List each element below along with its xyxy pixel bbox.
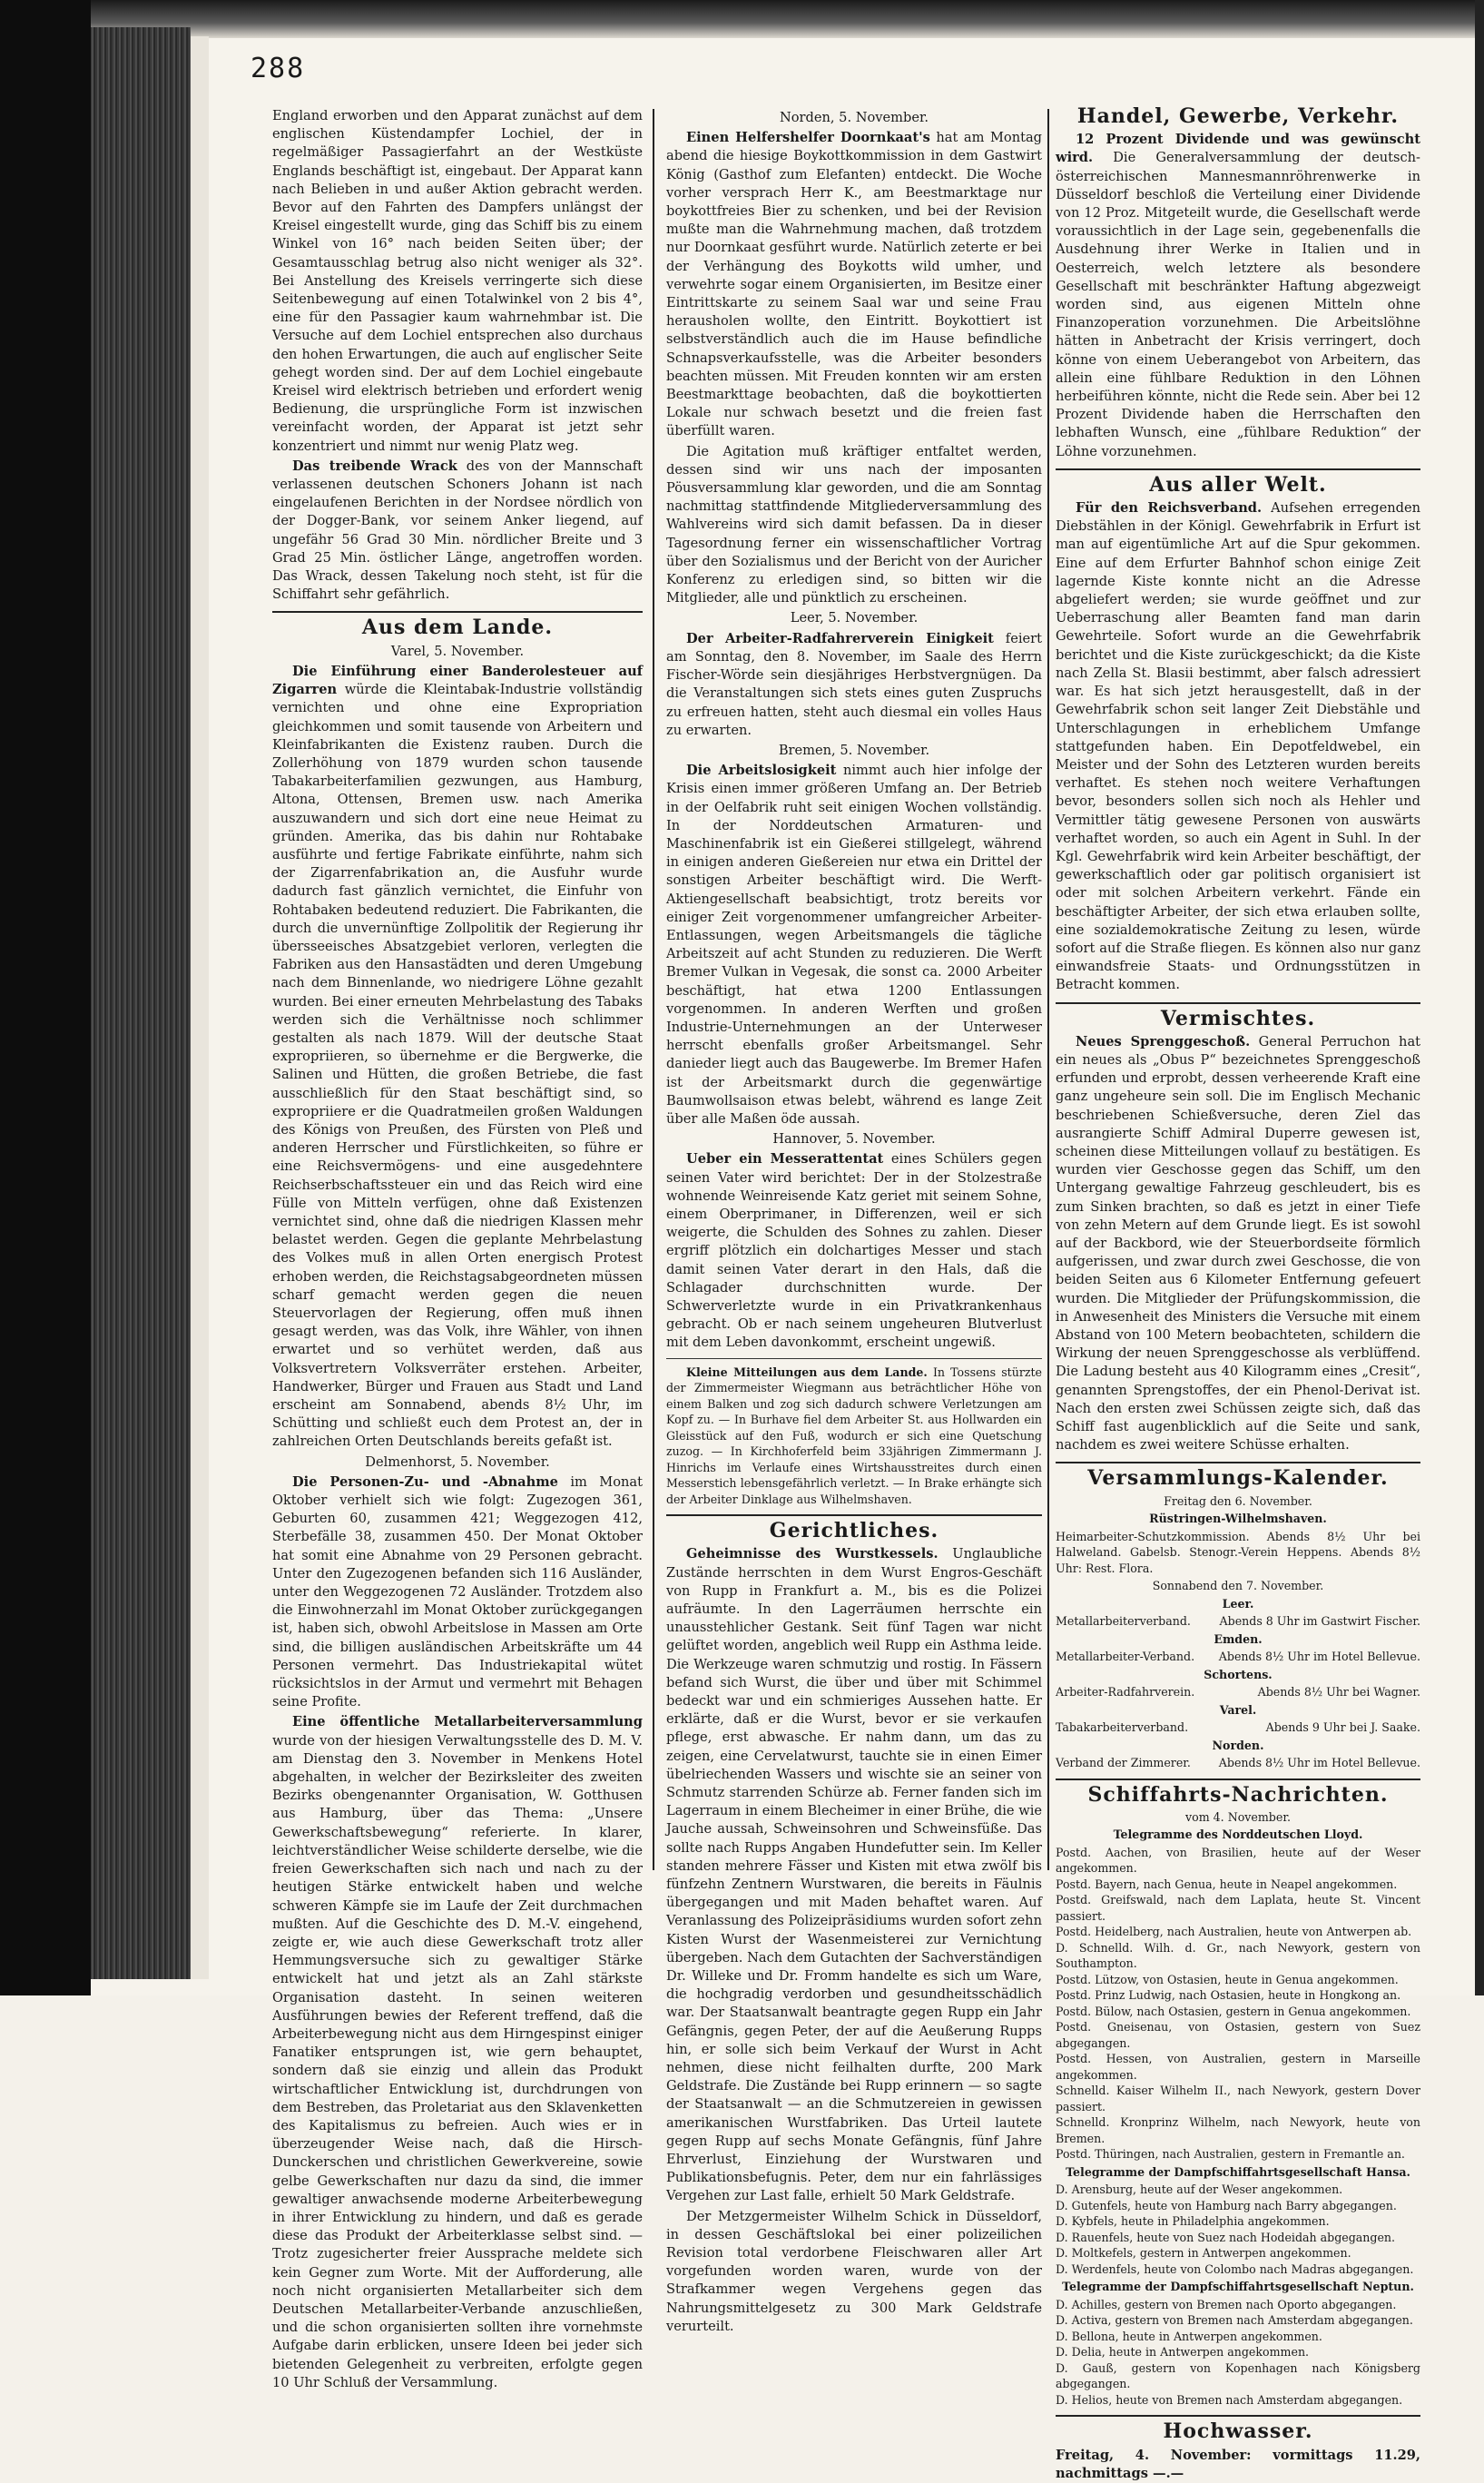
cal-entry <box>1056 1649 1420 1665</box>
section-divider <box>1056 1002 1420 1004</box>
article-wrack-body: des von der Mannschaft verlassenen deutschen Schoners Johann ist nach eingelaufenen Berichten in der Nordsee nördlich von der Dogger-Bank, vor seinem Anker liegend, auf ungefähr 56 Grad 30 Min. nördlicher Breite und 3 Grad 25 Min. östlicher Länge, angetroffen worden. Das Wrack, dessen Takelung noch steht, ist für die Schiffahrt sehr gefährlich. <box>272 458 643 603</box>
cal-town-emden: Emden. <box>1214 1631 1263 1646</box>
article-sprenggeschoss-head: Neues Sprenggeschoß. <box>1076 1033 1251 1049</box>
column-rule-2 <box>1047 109 1049 1870</box>
article-banderolesteuer-head: Die Einführung einer Banderolesteuer auf Zigarren <box>272 663 643 698</box>
article-dividende-head: 12 Prozent Dividende und was gewünscht wird. <box>1056 132 1420 166</box>
dateline-bremen: Bremen, 5. November. <box>778 742 930 758</box>
shipping-line: D. Activa, gestern von Bremen nach Amsterdam abgegangen. <box>1056 2313 1413 2328</box>
article-kleine-head: Kleine Mitteilungen aus dem Lande. <box>686 1365 928 1379</box>
section-title-hochwasser: Hochwasser. <box>1163 2419 1313 2444</box>
article-metallarbeiter-body: wurde von der hiesigen Verwaltungsstelle des D. M. V. am Dienstag den 3. November in Menkens Hotel abgehalten, in welcher der Bezirksleiter des zweiten Bezirks obengenannter Organisation, W. Gotthusen aus Hamburg, über das Thema: „Unsere Gewerkschaftsbewegung“ referierte. In klarer, leichtverständlicher Weise schilderte derselbe, wie die freien Gewerkschaften sich nach und nach zu der heutigen Stärke entwickelt haben und welche schweren Kämpfe sie im Laufe der Zeit durchmachen mußten. Auf die Geschichte des D. M.-V. eingehend, zeigte er, wie auch diese Gewerkschaft trotz aller Hemmungsversuche sich zu gewaltiger Stärke entwickelt hat und jetzt als an Zahl stärkste Organisation dasteht. In seinen weiteren Ausführungen bewies der Referent treffend, daß die Arbeiterbewegung nicht aus dem Hirngespinst einiger Fanatiker entsprungen ist, wie gern behauptet, sondern daß sie einzig und allein das Produkt wirtschaftlicher Entwicklung ist, durchdrungen von dem Bestreben, das Proletariat aus den Sklavenketten des Kapitalismus zu befreien. Auch wies er in überzeugender Weise nach, daß die Hirsch-Dunckerschen und christlichen Gewerkvereine, sowie gelbe Gewerkschaften nur dazu da sind, die immer gewaltiger anwachsende moderne Arbeiterbewegung in ihrer Entwicklung zu hindern, und daß es gerade diese das Produkt der Arbeiterklasse selbst sind. — Trotz zugesicherter freier Aussprache meldete sich kein Gegner zum Worte. Mit der Aufforderung, alle noch nicht organisierten Metallarbeiter sich dem Deutschen Metallarbeiter-Verbande anzuschließen, und die schon organisierten sollten ihre vornehmste Aufgabe darin erblicken, unsere Ideen bei jeder sich bietenden Gelegenheit zu verbreiten, erfolgte gegen 10 Uhr Schluß der Versammlung. <box>272 1732 643 2390</box>
shipping-line: Postd. Gneisenau, von Ostasien, gestern von Suez abgegangen. <box>1056 2020 1420 2050</box>
shipping-line: D. Gutenfels, heute von Hamburg nach Barry abgegangen. <box>1056 2198 1397 2212</box>
shipping-line: D. Gauß, gestern von Kopenhagen nach Königsberg abgegangen. <box>1056 2360 1420 2391</box>
section-divider <box>1056 1462 1420 1463</box>
neptun-list <box>1056 2297 1420 2409</box>
shipping-line: D. Delia, heute in Antwerpen angekommen. <box>1056 2345 1310 2360</box>
section-divider <box>1056 468 1420 470</box>
article-reichsverband-body: Aufsehen erregenden Diebstählen in der Königl. Gewehrfabrik in Erfurt ist man auf eigentümliche Art auf die Spur gekommen. Eine auf dem Erfurter Bahnhof schon einige Zeit lagernde Kiste konnte nicht an die Adresse abgeliefert werden; sie wurde geöffnet und zur Ueberraschung aller Beamten fand man darin Gewehrteile. Sofort wurde an die Gewehrfabrik berichtet und die Kiste zurückgeschickt; da die Kiste nach Zella St. Blasii bestimmt, aber falsch adressiert war. Es hat sich jetzt herausgestellt, daß in der Gewehrfabrik schon seit langer Zeit Diebstähle und Unterschlagungen in erheblichem Umfange stattgefunden haben. Ein Depotfeldwebel, ein Meister und der Sohn des Letzteren wurden bereits verhaftet. Es stehen noch weitere Verhaftungen bevor, besonders sollen sich noch als Hehler und Vermittler tätig gewesene Personen von auswärts verhaftet worden, so auch ein Agent in Suhl. In der Kgl. Gewehrfabrik wird kein Arbeiter beschäftigt, der gewerkschaftlich oder gar politisch organisiert ist oder mit solchen Arbeitern verkehrt. Fände ein beschäftigter Arbeiter, der sich etwa erlauben sollte, eine sozialdemokratische Zeitung zu lesen, würde sofort auf die Straße fliegen. Es können also nur ganz einwandsfreie Staats- und Ordnungsstützen in Betracht kommen. <box>1056 500 1420 993</box>
column-2 <box>666 107 1042 2338</box>
hochwasser-text: Freitag, 4. November: vormittags 11.29, nachmittags —.— <box>1056 2447 1420 2481</box>
shipping-line: Schnelld. Kaiser Wilhelm II., nach Newyork, gestern Dover passiert. <box>1056 2084 1420 2114</box>
shipping-line: D. Bellona, heute in Antwerpen angekommen. <box>1056 2329 1322 2343</box>
article-banderolesteuer <box>272 663 643 1452</box>
section-divider <box>1056 2415 1420 2417</box>
cal-time: Abends 8½ Uhr im Hotel Bellevue. <box>1218 1650 1420 1664</box>
cal-entry <box>1056 1719 1420 1736</box>
article-messerattentat-head: Ueber ein Messerattentat <box>686 1151 884 1168</box>
article-doornkaat <box>666 129 1042 440</box>
column-3 <box>1056 104 1421 2483</box>
article-arbeitslosigkeit-head: Die Arbeitslosigkeit <box>686 763 837 779</box>
article-doornkaat-head: Einen Helfershelfer Doornkaat's <box>686 130 930 146</box>
article-messerattentat <box>666 1150 1042 1352</box>
section-divider <box>666 1514 1042 1516</box>
article-reichsverband-head: Für den Reichsverband. <box>1076 500 1263 517</box>
cal-time: Abends 8 Uhr im Gastwirt Fischer. <box>1219 1614 1420 1629</box>
shipping-date: vom 4. November. <box>1185 1809 1291 1824</box>
cal-org: Arbeiter-Radfahrverein. <box>1056 1685 1195 1700</box>
article-wurstkessel <box>666 1545 1042 2205</box>
article-wurstkessel-head: Geheimnisse des Wurstkessels. <box>686 1546 939 1562</box>
section-title-aus-dem-lande: Aus dem Lande. <box>361 616 554 640</box>
page-number: 288 <box>251 53 306 84</box>
article-messerattentat-body: eines Schülers gegen seinen Vater wird berichtet: Der in der Stolzestraße wohnende Weinreisende Katz geriet mit seinem Sohne, einem Oberprimaner, in Differenzen, weil er sich weigerte, die Schulden des Sohnes zu zahlen. Dieser ergriff plötzlich ein dolchartiges Messer und stach damit seinen Vater derart in den Hals, daß die Schlagader durchschnitten wurde. Der Schwerverletzte wurde in ein Privatkrankenhaus gebracht. Ob er nach seinem ungeheuren Blutverlust mit dem Leben davonkommt, erscheint ungewiß. <box>666 1151 1042 1351</box>
cal-town-schortens: Schortens. <box>1204 1667 1273 1681</box>
cal-day-friday: Freitag den 6. November. <box>1164 1493 1312 1508</box>
shipping-line: D. Rauenfels, heute von Suez nach Hodeidah abgegangen. <box>1056 2230 1396 2244</box>
book-page-edges <box>91 27 191 1979</box>
article-radfahrerverein-body: feiert am Sonntag, den 8. November, im Saale des Herrn Fischer-Wörde sein diesjähriges Herbstvergnügen. Da die Veranstaltungen sich stets eines guten Zuspruchs zu erfreuen hatten, steht auch diesmal ein volles Haus zu erwarten. <box>666 630 1042 738</box>
cal-town-varel: Varel. <box>1219 1702 1257 1717</box>
article-agitation: Die Agitation muß kräftiger entfaltet werden, dessen sind wir uns nach der imposanten Pöusversammlung klar geworden, und die am Sonntag nachmittag stattfindende Mitgliederversammlung des Wahlvereins wird sich damit befassen. Da in dieser Tagesordnung ferner ein wissenschaftlicher Vortrag über den Sozialismus und der Bericht von der Auricher Konferenz zu erledigen sind, so bitten wir die Mitglieder, alle und pünktlich zu erscheinen. <box>666 443 1042 606</box>
hansa-list <box>1056 2182 1420 2277</box>
dateline-leer: Leer, 5. November. <box>790 610 919 626</box>
cal-org: Tabakarbeiterverband. <box>1056 1720 1189 1735</box>
shipping-line: Postd. Hessen, von Australien, gestern in Marseille angekommen. <box>1056 2052 1420 2082</box>
column-rule-1 <box>653 109 654 1870</box>
shipping-line: D. Werdenfels, heute von Colombo nach Madras abgegangen. <box>1056 2261 1414 2276</box>
article-personen <box>272 1473 643 1712</box>
scan-right-border <box>1475 0 1484 1995</box>
shipping-line: Postd. Prinz Ludwig, nach Ostasien, heute in Hongkong an. <box>1056 1988 1401 2003</box>
article-metzgermeister: Der Metzgermeister Wilhelm Schick in Düsseldorf, in dessen Geschäftslokal bei einer polizeilichen Revision total verdorbene Fleischwaren aller Art vorgefunden worden waren, wurde von der Strafkammer wegen Vergehens gegen das Nahrungsmittelgesetz zu 300 Mark Geldstrafe verurteilt. <box>666 2208 1042 2334</box>
cal-time: Abends 8½ Uhr im Hotel Bellevue. <box>1218 1756 1420 1770</box>
column-1 <box>272 107 643 2394</box>
scan-left-border <box>0 0 91 1995</box>
scan-top-shadow <box>91 0 1484 38</box>
article-wurstkessel-body: Unglaubliche Zustände herrschten in dem Wurst Engros-Geschäft von Rupp in Frankfurt a. M., bis es die Polizei aufräumte. In den Lagerräumen herrschte ein unausstehlicher Gestank. Seit fünf Tagen war nicht gelüftet worden, angeblich weil Rupp ein Asthma leide. Die Werkzeuge waren schmutzig und rostig. In Fässern befand sich Wurst, die über und über mit Schimmel bedeckt war und ein schmieriges Aussehen hatte. Er erklärte, daß er die Wurst, bevor er sie verkaufen pflege, erst abwasche. Er nahm dann, um das zu zeigen, eine Cervelatwurst, tauchte sie in einen Eimer übelriechenden Wassers und wischte sie an seiner von Schmutz starrenden Schürze ab. Ferner fanden sich im Lagerraum in einem Blecheimer in einer Brühe, die wie Jauche aussah, Schweinsohren und Schweinsfüße. Das sollte nach Rupps Angaben Hundefutter sein. Im Keller standen mehrere Fässer und Kisten mit etwa zwölf bis fünfzehn Zentnern Wurstwaren, die bereits in Fäulnis übergegangen und mit Maden behaftet waren. Auf Veranlassung des Polizeipräsidiums wurden sofort zehn Kisten Wurst der Wasenmeisterei zur Vernichtung übergeben. Nach dem Gutachten der Sachverständigen Dr. Willeke und Dr. Fromm handelte es sich um Ware, die hochgradig verdorben und gesundheitsschädlich war. Der Staatsanwalt beantragte gegen Rupp ein Jahr Gefängnis, gegen Peter, der auf die Aeußerung Rupps hin, er solle sich beim Verkauf der Wurst in Acht nehmen, diese nicht feilhalten durfte, 200 Mark Geldstrafe. Die Zustände bei Rupp erinnern — so sagte der Staatsanwalt — an die Schmutzereien in gewissen amerikanischen Wurstfabriken. Das Urteil lautete gegen Rupp auf sechs Monate Gefängnis, fünf Jahre Ehrverlust, Einziehung der Wurstwaren und Publikationsbefugnis. Peter, dem nur ein fahrlässiges Vergehen zur Last falle, erhielt 50 Mark Geldstrafe. <box>666 1546 1042 2204</box>
shipping-line: Postd. Bülow, nach Ostasien, gestern in Genua angekommen. <box>1056 2004 1411 2018</box>
dateline-hannover: Hannover, 5. November. <box>772 1131 936 1148</box>
cal-time: Abends 8½ Uhr bei Wagner. <box>1257 1685 1420 1700</box>
cal-town-norden: Norden. <box>1212 1738 1264 1752</box>
neptun-heading: Telegramme der Dampfschiffahrtsgesellschaft Neptun. <box>1062 2280 1414 2294</box>
shipping-line: D. Schnelld. Wilh. d. Gr., nach Newyork, gestern von Southampton. <box>1056 1940 1420 1971</box>
cal-day-saturday: Sonnabend den 7. November. <box>1152 1579 1324 1593</box>
dateline-varel: Varel, 5. November. <box>390 643 525 659</box>
article-reichsverband <box>1056 499 1420 994</box>
article-wrack-head: Das treibende Wrack <box>292 458 457 474</box>
shipping-line: D. Kybfels, heute in Philadelphia angekommen. <box>1056 2214 1330 2229</box>
cal-ruestringen-text: Heimarbeiter-Schutzkommission. Abends 8½ Uhr bei Halweland. Gabelsb. Stenogr.-Verein Heppens. Abends 8½ Uhr: Rest. Flora. <box>1056 1529 1420 1575</box>
article-wrack <box>272 458 643 605</box>
shipping-line: Postd. Greifswald, nach dem Laplata, heute St. Vincent passiert. <box>1056 1893 1420 1923</box>
shipping-line: D. Helios, heute von Bremen nach Amsterdam abgegangen. <box>1056 2392 1403 2407</box>
article-metallarbeiter-head: Eine öffentliche Metallarbeiterversammlung <box>292 1714 643 1730</box>
cal-entry <box>1056 1684 1420 1700</box>
article-dividende <box>1056 131 1420 461</box>
cal-org: Verband der Zimmerer. <box>1056 1756 1191 1770</box>
article-banderolesteuer-body: würde die Kleintabak-Industrie vollständig vernichten und ohne eine Expropriation gleichkommen und somit tausende von Arbeitern und Kleinfabrikanten die Existenz rauben. Durch die Zollerhöhung von 1879 wurden schon tausende Tabakarbeiterfamilien gezwungen, aus Hamburg, Altona, Ottensen, Bremen usw. nach Amerika auszuwandern und sich dort eine neue Heimat zu gründen. Amerika, das bis dahin nur Rohtabake ausführte und fertige Fabrikate einführte, nahm sich der Zigarrenfabrikation an, die Ausfuhr wurde dadurch fast gänzlich vernichtet, die Einfuhr von Rohtabaken bedeutend reduziert. Die Fabrikanten, die durch die unvernünftige Zollpolitik der Regierung ihr übersseeisches Absatzgebiet verloren, verlegten die Fabriken aus den Hansastädten und deren Umgebung nach dem Binnenlande, wo niedrigere Löhne gezahlt wurden. Bei einer erneuten Mehrbelastung des Tabaks werden sich die Verhältnisse noch schlimmer gestalten als nach 1879. Will der deutsche Staat expropriieren, so übernehme er die Bergwerke, die Salinen und Hütten, die großen Betriebe, die fast ausschließlich für den Staat beschäftigt sind, so expropriiere er die Quadratmeilen großen Waldungen des Königs von Preußen, des Fürsten von Pleß und anderen Herrscher und Fürstlichkeiten, so führe er eine Reichsvermögens- und eine ausgedehntere Reichserbschaftssteuer ein und das Reich wird eine Fülle von Mitteln verfügen, ohne daß Existenzen vernichtet sind, ohne daß die niedrigen Klassen mehr belastet werden. Gegen die geplante Mehrbelastung des Volkes muß in allen Orten energisch Protest erhoben werden, die Reichstagsabgeordneten müssen scharf gemacht werden gegen die neuen Steuervorlagen der Regierung, offen muß ihnen gesagt werden, was das Volk, ihre Wähler, von ihnen erwartet und so verhütet werden, daß aus Volksvertretern Volksverräter erstehen. Arbeiter, Handwerker, Bürger und Frauen aus Stadt und Land erscheint am Sonnabend, abends 8½ Uhr, im Schütting und schließt euch dem Protest an, der in zahlreichen Orten Deutschlands bereits gefaßt ist. <box>272 682 643 1450</box>
section-title-vermischtes: Vermischtes. <box>1160 1006 1316 1030</box>
shipping-line: Schnelld. Kronprinz Wilhelm, nach Newyork, heute von Bremen. <box>1056 2115 1420 2145</box>
article-kleine-mitteilungen <box>666 1365 1042 1508</box>
shipping-line: Postd. Thüringen, nach Australien, gestern in Fremantle an. <box>1056 2147 1405 2162</box>
article-personen-body: im Monat Oktober verhielt sich wie folgt: Zugezogen 361, Geburten 60, zusammen 421; Weggezogen 412, Sterbefälle 38, zusammen 450. Der Monat Oktober hat somit eine Abnahme von 29 Personen gebracht. Unter den Zugezogenen befanden sich 116 Ausländer, unter den Weggezogenen 72 Ausländer. Trotzdem also die Einwohnerzahl im Monat Oktober zurückgegangen ist, haben sich, obwohl Arbeitslose in Massen am Orte sind, die billigen ausländischen Arbeitskräfte um 44 Personen vermehrt. Das Industriekapital wütet rücksichtslos in der Armut und vermehrt mit Behagen seine Profite. <box>272 1473 643 1710</box>
article-personen-head: Die Personen-Zu- und -Abnahme <box>292 1473 558 1490</box>
shipping-line: Postd. Aachen, von Brasilien, heute auf der Weser angekommen. <box>1056 1845 1420 1876</box>
article-kleine-body: In Tossens stürzte der Zimmermeister Wiegmann aus beträchtlicher Höhe von einem Balken und zog sich dadurch schwere Verletzungen am Kopf zu. — In Burhave fiel dem Arbeiter St. aus Hollwarden ein Gleisstück auf den Fuß, wodurch er sich eine Quetschung zuzog. — In Kirchhoferfeld beim 33jährigen Zimmermann J. Hinrichs im Verlaufe eines Wirtshausstreites durch einen Messerstich lebensgefährlich verletzt. — In Brake erhängte sich der Arbeiter Dinklage aus Wilhelmshaven. <box>666 1365 1043 1506</box>
hansa-heading: Telegramme der Dampfschiffahrtsgesellschaft Hansa. <box>1066 2164 1410 2179</box>
article-arbeitslosigkeit-body: nimmt auch hier infolge der Krisis einen immer größeren Umfang an. Der Betrieb in der Oelfabrik ruht seit einigen Wochen vollständig. In der Norddeutschen Armaturen- und Maschinenfabrik ist ein Gießerei stillgelegt, während in einigen anderen Gießereien nur etwa ein Drittel der sonstigen Arbeiter beschäftigt wird. Die Werft-Aktiengesellschaft beabsichtigt, trotz bereits vor einiger Zeit vorgenommener umfangreicher Arbeiter-Entlassungen, wegen Arbeitsmangels die tägliche Arbeitszeit auf acht Stunden zu reduzieren. Die Werft Bremer Vulkan in Vegesak, die sonst ca. 2000 Arbeiter beschäftigt, hat etwa 1200 Entlassungen vorgenommen. In anderen Werften und großen Industrie-Unternehmungen an der Unterweser herrscht ebenfalls großer Arbeitsmangel. Sehr danieder liegt auch das Baugewerbe. Im Bremer Hafen ist der Arbeitsmarkt durch die gegenwärtige Baumwollsaison etwas belebt, während es lange Zeit über alle Maßen öde aussah. <box>666 763 1042 1127</box>
section-title-gerichtliches: Gerichtliches. <box>769 1519 939 1543</box>
divider <box>666 1358 1042 1359</box>
section-divider <box>272 611 643 613</box>
article-arbeitslosigkeit <box>666 762 1042 1128</box>
article-dividende-body: Die Generalversammlung der deutsch-österreichischen Mannesmannröhrenwerke in Düsseldorf beschloß die Verteilung einer Dividende von 12 Proz. Mitgeteilt wurde, die Gesellschaft werde voraussichtlich in der Lage sein, gegebenenfalls die Ausdehnung ihrer Werke in Italien und in Oesterreich, welch letztere als besondere Gesellschaft mit beschränkter Haftung abgezweigt worden sind, aus eigenen Mitteln ohne Finanzoperation vorzunehmen. Die Arbeitslöhne hätten in Anbetracht der Krisis verringert, doch könne von einem Ueberangebot von Arbeitern, das allein eine fühlbare Reduktion in den Löhnen herbeiführen könnte, nicht die Rede sein. Aber bei 12 Prozent Dividende haben die Herrschaften den lebhaften Wunsch, eine „fühlbare Reduktion“ der Löhne vorzunehmen. <box>1056 150 1420 459</box>
shipping-line: D. Moltkefels, gestern in Antwerpen angekommen. <box>1056 2246 1351 2261</box>
cal-org: Metallarbeiter-Verband. <box>1056 1650 1195 1664</box>
article-radfahrerverein <box>666 630 1042 740</box>
lloyd-heading: Telegramme des Norddeutschen Lloyd. <box>1113 1828 1363 1842</box>
cal-entry <box>1056 1755 1420 1771</box>
cal-time: Abends 9 Uhr bei J. Saake. <box>1265 1720 1420 1735</box>
dateline-norden: Norden, 5. November. <box>779 110 929 125</box>
section-title-versammlungs-kalender: Versammlungs-Kalender. <box>1087 1466 1389 1491</box>
dateline-delmenhorst: Delmenhorst, 5. November. <box>365 1453 550 1470</box>
shipping-line: D. Arensburg, heute auf der Weser angekommen. <box>1056 2182 1343 2197</box>
cal-town-ruestringen: Rüstringen-Wilhelmshaven. <box>1149 1512 1327 1526</box>
cal-town-leer: Leer. <box>1222 1596 1254 1611</box>
section-title-aus-aller-welt: Aus aller Welt. <box>1149 472 1327 497</box>
calendar <box>1056 1493 1420 1771</box>
shipping-line: D. Achilles, gestern von Bremen nach Oporto abgegangen. <box>1056 2297 1397 2311</box>
section-title-schiffahrt: Schiffahrts-Nachrichten. <box>1087 1782 1389 1807</box>
cal-entry <box>1056 1613 1420 1630</box>
section-title-handel: Handel, Gewerbe, Verkehr. <box>1076 104 1400 128</box>
page-gutter <box>191 36 209 1979</box>
cal-org: Metallarbeiterverband. <box>1056 1614 1191 1629</box>
article-kreisel-cont: England erworben und den Apparat zunächst auf dem englischen Küstendampfer Lochiel, der in regelmäßiger Passagierfahrt an der Westküste Englands beschäftigt ist, eingebaut. Der Apparat kann nach Belieben in und außer Aktion gebracht werden. Bevor auf den Fahrten des Dampfers unlängst der Kreisel eingestellt wurde, ging das Schiff bis zu einem Winkel von 16° nach beiden Seiten über; der Gesamtausschlag betrug also nicht weniger als 32°. Bei Anstellung des Kreisels verringerte sich diese Seitenbewegung auf einen Totalwinkel von 2 bis 4°, eine für den Passagier kaum wahrnehmbar ist. Die Versuche auf dem Lochiel entsprechen also durchaus den hohen Erwartungen, die auch auf englischer Seite gehegt worden sind. Der auf dem Lochiel eingebaute Kreisel wird elektrisch betrieben und erfordert wenig Bedienung, die ursprüngliche Form ist inzwischen vereinfacht worden, der Apparat ist jetzt sehr konzentriert und nimmt nur wenig Platz weg. <box>272 108 643 454</box>
shipping-news <box>1056 1809 1420 2409</box>
shipping-line: Postd. Lützow, von Ostasien, heute in Genua angekommen. <box>1056 1972 1399 1986</box>
article-metallarbeiter <box>272 1713 643 2392</box>
section-divider <box>1056 1778 1420 1780</box>
article-radfahrerverein-head: Der Arbeiter-Radfahrerverein Einigkeit <box>686 630 994 646</box>
lloyd-list <box>1056 1845 1420 2163</box>
article-doornkaat-body: hat am Montag abend die hiesige Boykottkommission in dem Gastwirt König (Gasthof zum Elefanten) entdeckt. Die Woche vorher versprach Herr K., am Beestmarktage nur boykottfreies Bier zu schenken, und bei der Revision mußte man die Wahrnehmung machen, daß trotzdem nur Doornkaat gesführt wurde. Natürlich zeterte er bei der Verhängung des Boykotts wild umher, und verwehrte sogar einem Organisierten, im Besitze einer Eintrittskarte zu seinem Saal war und seine Frau herausholen wollte, den Eintritt. Boykottiert ist selbstverständlich auch die im Hause befindliche Schnapsverkaufsstelle, was die Arbeiter besonders beachten müssen. Mit Freuden konnten wir am ersten Beestmarkttage beobachten, daß die boykottierten Lokale nur schwach besetzt und die freien fast überfüllt waren. <box>666 130 1042 439</box>
article-sprenggeschoss <box>1056 1033 1420 1455</box>
shipping-line: Postd. Heidelberg, nach Australien, heute von Antwerpen ab. <box>1056 1925 1412 1939</box>
article-sprenggeschoss-body: General Perruchon hat ein neues als „Obus P“ bezeichnetes Sprenggeschoß erfunden und erprobt, dessen verheerende Kraft eine ganz ungeheure sein soll. Die im Englisch Mechanic beschriebenen Schießversuche, deren Ziel das ausrangierte Schiff Admiral Duperre gewesen ist, scheinen diese Mitteilungen vollauf zu bestätigen. Es wurden vier Geschosse gegen das Schiff, um den Untergang gewaltige Fahrzeug geschleudert, bis es zum Sinken brachten, so daß es jetzt in einer Tiefe von zehn Metern auf dem Grunde liegt. Es ist sowohl auf der Backbord, wie der Steuerbordseite förmlich aufgerissen, und zwar durch zwei Geschosse, die von beiden Seiten aus 6 Kilometer Entfernung gefeuert wurden. Die Mitglieder der Prüfungskommission, die in Anwesenheit des Ministers die Versuche mit einem Abstand von 100 Metern beobachteten, schildern die Wirkung der neuen Sprenggeschosse als verblüffend. Die Ladung besteht aus 40 Kilogramm eines „Cresit“, genannten Sprengstoffes, der ein Phenol-Derivat ist. Nach den ersten zwei Schüssen zeigte sich, daß das Schiff fast augenblicklich auf die Seite und sank, nachdem es zwei weitere Schüsse erhalten. <box>1056 1033 1421 1453</box>
shipping-line: Postd. Bayern, nach Genua, heute in Neapel angekommen. <box>1056 1877 1398 1891</box>
